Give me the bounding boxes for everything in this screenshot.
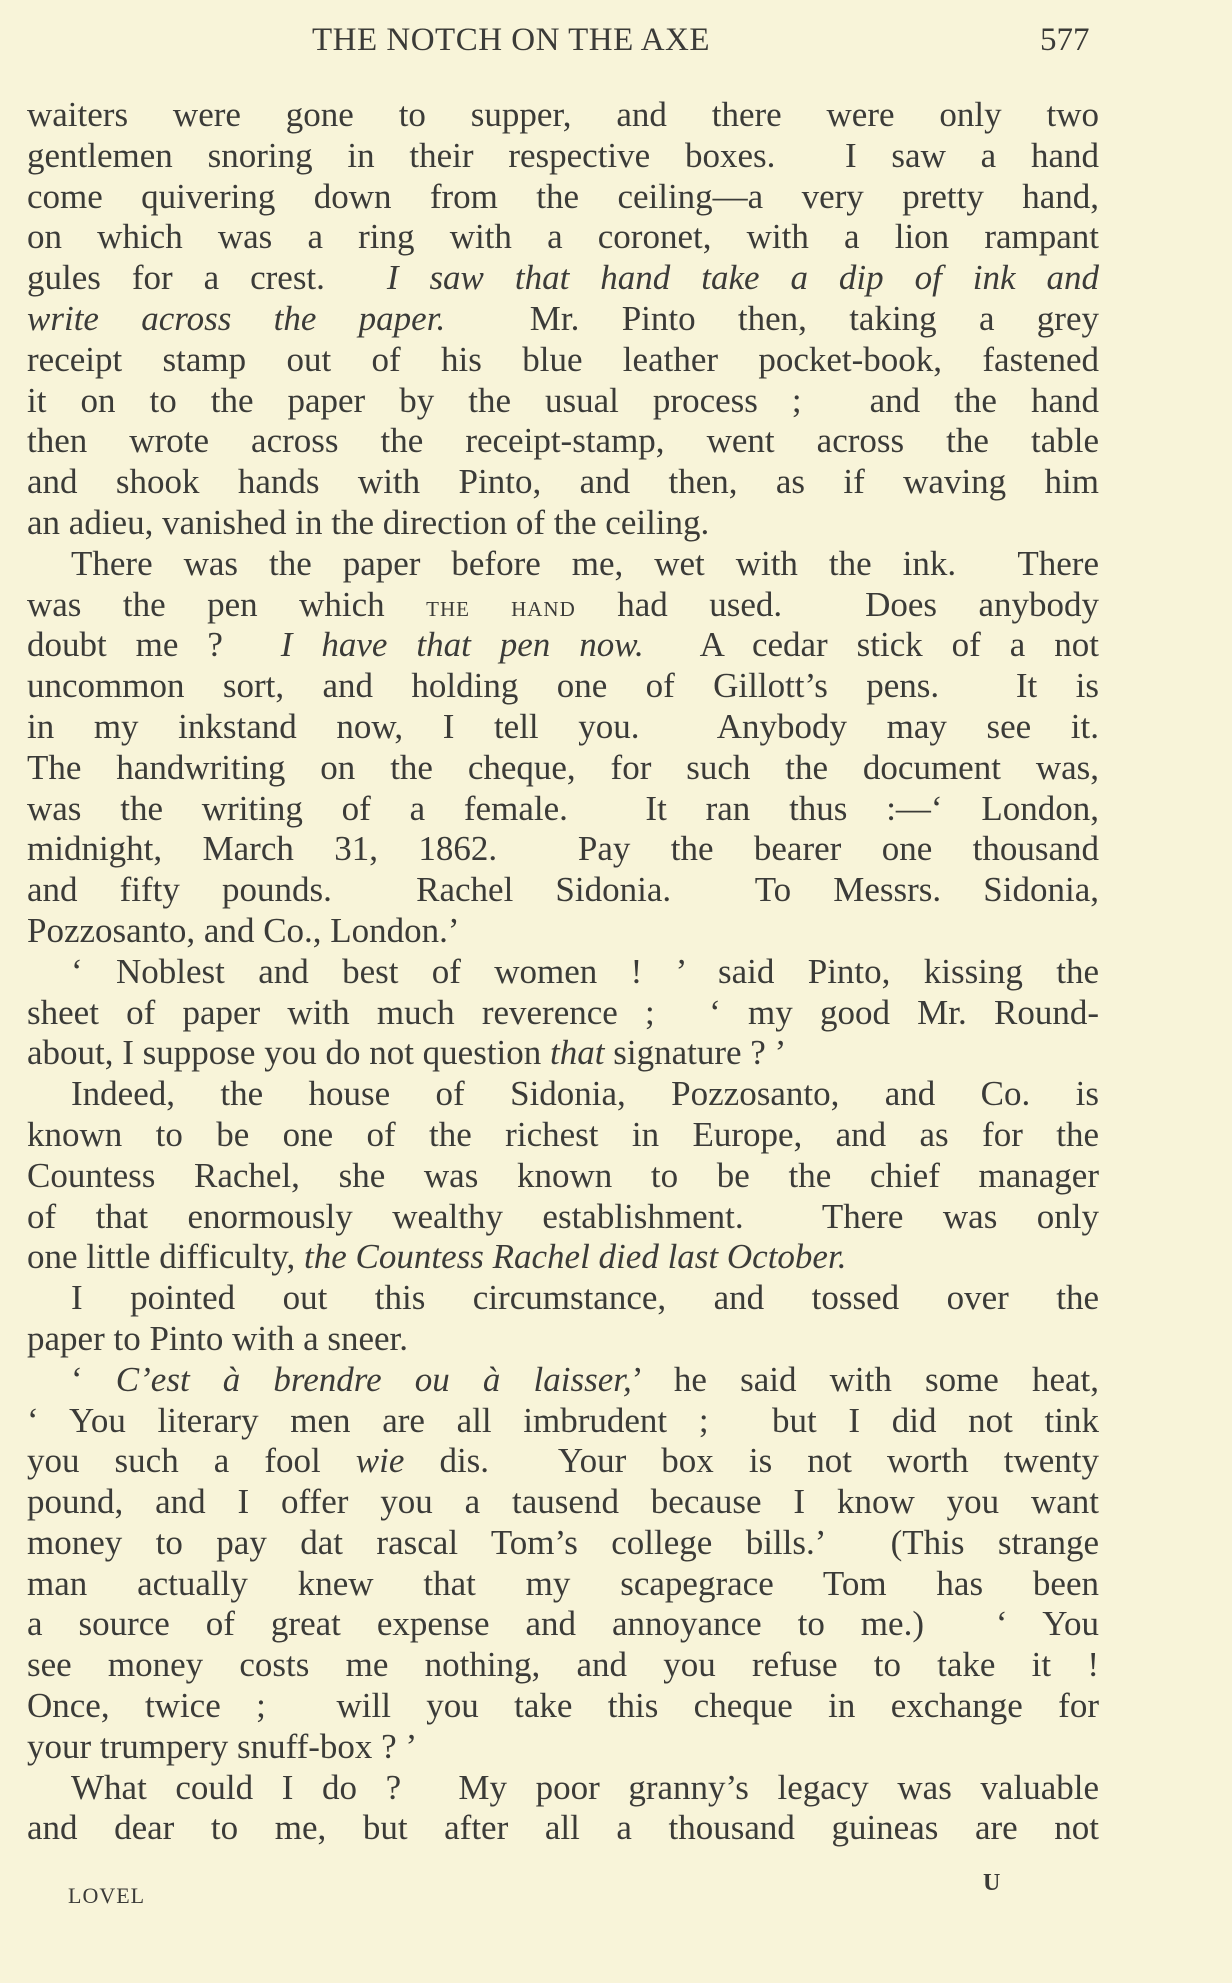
text-segment: was the writing of a female. It ran thus :—‘ London, [27, 788, 1099, 828]
text-line [27, 911, 1099, 952]
text-line [27, 707, 1099, 748]
text-line [27, 503, 1099, 544]
text-segment: signature ? ’ [604, 1033, 787, 1073]
text-segment: come quivering down from the ceiling—a very pretty hand, [27, 176, 1099, 216]
text-segment: it on to the paper by the usual process ; and the hand [27, 380, 1099, 420]
text-segment: Pozzosanto, and Co., London.’ [27, 910, 460, 950]
signature-mark: LOVEL [68, 1883, 146, 1908]
text-line [27, 1156, 1099, 1197]
text-line [27, 1523, 1099, 1564]
text-segment: and dear to me, but after all a thousand guineas are not [27, 1808, 1099, 1848]
text-segment: The handwriting on the cheque, for such the document was, [27, 747, 1099, 787]
text-segment: a source of great expense and annoyance to me.) ‘ You [27, 1604, 1099, 1644]
text-segment: had used. Does anybody [575, 584, 1099, 624]
page-header [0, 22, 1232, 66]
text-line [27, 666, 1099, 707]
text-line [27, 1727, 1099, 1768]
text-line [27, 462, 1099, 503]
text-segment: ’ he said with some heat, [631, 1359, 1100, 1399]
text-line [27, 95, 1099, 136]
text-segment: midnight, March 31, 1862. Pay the bearer one thousand [27, 829, 1099, 869]
text-line [27, 1237, 1099, 1278]
text-line [27, 1441, 1099, 1482]
text-line [27, 1482, 1099, 1523]
text-segment: in my inkstand now, I tell you. Anybody may see it. [27, 706, 1099, 746]
body-text [27, 95, 1099, 1849]
text-segment: doubt me ? [27, 625, 281, 665]
text-line [27, 748, 1099, 789]
italic-text: wie [355, 1441, 405, 1481]
text-segment: gentlemen snoring in their respective boxes. I saw a hand [27, 135, 1099, 175]
text-line [27, 1768, 1099, 1809]
text-line [27, 1604, 1099, 1645]
text-segment: pound, and I offer you a tausend because I know you want [27, 1482, 1099, 1522]
text-line [27, 625, 1099, 666]
text-line [27, 1564, 1099, 1605]
text-segment: Countess Rachel, she was known to be the chief manager [27, 1155, 1099, 1195]
text-segment: you such a fool [27, 1441, 356, 1481]
text-segment: Indeed, the house of Sidonia, Pozzosanto, and Co. is [71, 1074, 1099, 1114]
text-segment: one little difficulty, [27, 1237, 305, 1277]
small-caps-text: the hand [426, 589, 576, 623]
text-line [27, 1278, 1099, 1319]
text-segment: ‘ Noblest and best of women ! ’ said Pinto, kissing the [71, 951, 1099, 991]
text-segment: money to pay dat rascal Tom’s college bills.’ (This strange [27, 1522, 1099, 1562]
text-segment: uncommon sort, and holding one of Gillott’s pens. It is [27, 666, 1099, 706]
text-segment: ‘ [71, 1359, 116, 1399]
text-line [27, 952, 1099, 993]
text-segment: Once, twice ; will you take this cheque in exchange for [27, 1686, 1099, 1726]
text-line [27, 1645, 1099, 1686]
italic-text: C’est à brendre ou à laisser, [115, 1359, 632, 1399]
text-line [27, 1033, 1099, 1074]
text-segment: see money costs me nothing, and you refuse to take it ! [27, 1645, 1099, 1685]
text-segment: paper to Pinto with a sneer. [27, 1318, 409, 1358]
text-line [27, 585, 1099, 626]
text-line [27, 177, 1099, 218]
text-line [27, 1686, 1099, 1727]
text-line [27, 299, 1099, 340]
text-line [27, 1319, 1099, 1360]
text-segment: What could I do ? My poor granny’s legacy was valuable [71, 1767, 1099, 1807]
text-line [27, 1115, 1099, 1156]
text-line [27, 1360, 1099, 1401]
text-segment: about, I suppose you do not question [27, 1033, 551, 1073]
text-segment: your trumpery snuff-box ? ’ [27, 1726, 418, 1766]
text-line [27, 544, 1099, 585]
text-segment: Mr. Pinto then, taking a grey [445, 298, 1099, 338]
italic-text: I have that pen now. [280, 625, 644, 665]
text-line [27, 870, 1099, 911]
text-segment: There was the paper before me, wet with the ink. There [71, 543, 1099, 583]
text-segment: was the pen which [27, 584, 427, 624]
text-line [27, 136, 1099, 177]
text-segment: dis. Your box is not worth twenty [404, 1441, 1099, 1481]
italic-text: write across the paper. [27, 298, 446, 338]
italic-text: the Countess Rachel died last October. [304, 1237, 847, 1277]
italic-text: that [550, 1033, 605, 1073]
text-line [27, 258, 1099, 299]
text-segment: gules for a crest. [27, 258, 387, 298]
text-line [27, 829, 1099, 870]
page-number: 577 [1040, 22, 1090, 58]
text-line [27, 1401, 1099, 1442]
text-segment: waiters were gone to supper, and there were only two [27, 95, 1099, 134]
text-line [27, 1197, 1099, 1238]
text-segment: I pointed out this circumstance, and tossed over the [71, 1278, 1099, 1318]
text-segment: then wrote across the receipt-stamp, went across the table [27, 421, 1099, 461]
text-segment: known to be one of the richest in Europe, and as for the [27, 1114, 1099, 1154]
text-segment: and shook hands with Pinto, and then, as if waving him [27, 462, 1099, 502]
text-line [27, 421, 1099, 462]
text-segment: and fifty pounds. Rachel Sidonia. To Messrs. Sidonia, [27, 870, 1099, 910]
italic-text: I saw that hand take a dip of ink and [386, 258, 1099, 298]
text-line [27, 789, 1099, 830]
text-line [27, 1808, 1099, 1849]
text-line [27, 1074, 1099, 1115]
text-segment: of that enormously wealthy establishment. There was only [27, 1196, 1099, 1236]
text-line [27, 993, 1099, 1034]
running-title: THE NOTCH ON THE AXE [312, 22, 711, 58]
text-line [27, 381, 1099, 422]
text-segment: an adieu, vanished in the direction of the ceiling. [27, 502, 710, 542]
text-segment: man actually knew that my scapegrace Tom has been [27, 1563, 1099, 1603]
text-segment: A cedar stick of a not [643, 625, 1099, 665]
gathering-mark: U [983, 1870, 1001, 1896]
text-segment: sheet of paper with much reverence ; ‘ my good Mr. Round- [27, 992, 1099, 1032]
text-line [27, 340, 1099, 381]
text-segment: on which was a ring with a coronet, with a lion rampant [27, 217, 1099, 257]
text-segment: ‘ You literary men are all imbrudent ; but I did not tink [27, 1400, 1099, 1440]
text-line [27, 217, 1099, 258]
text-segment: receipt stamp out of his blue leather pocket-book, fastened [27, 339, 1099, 379]
